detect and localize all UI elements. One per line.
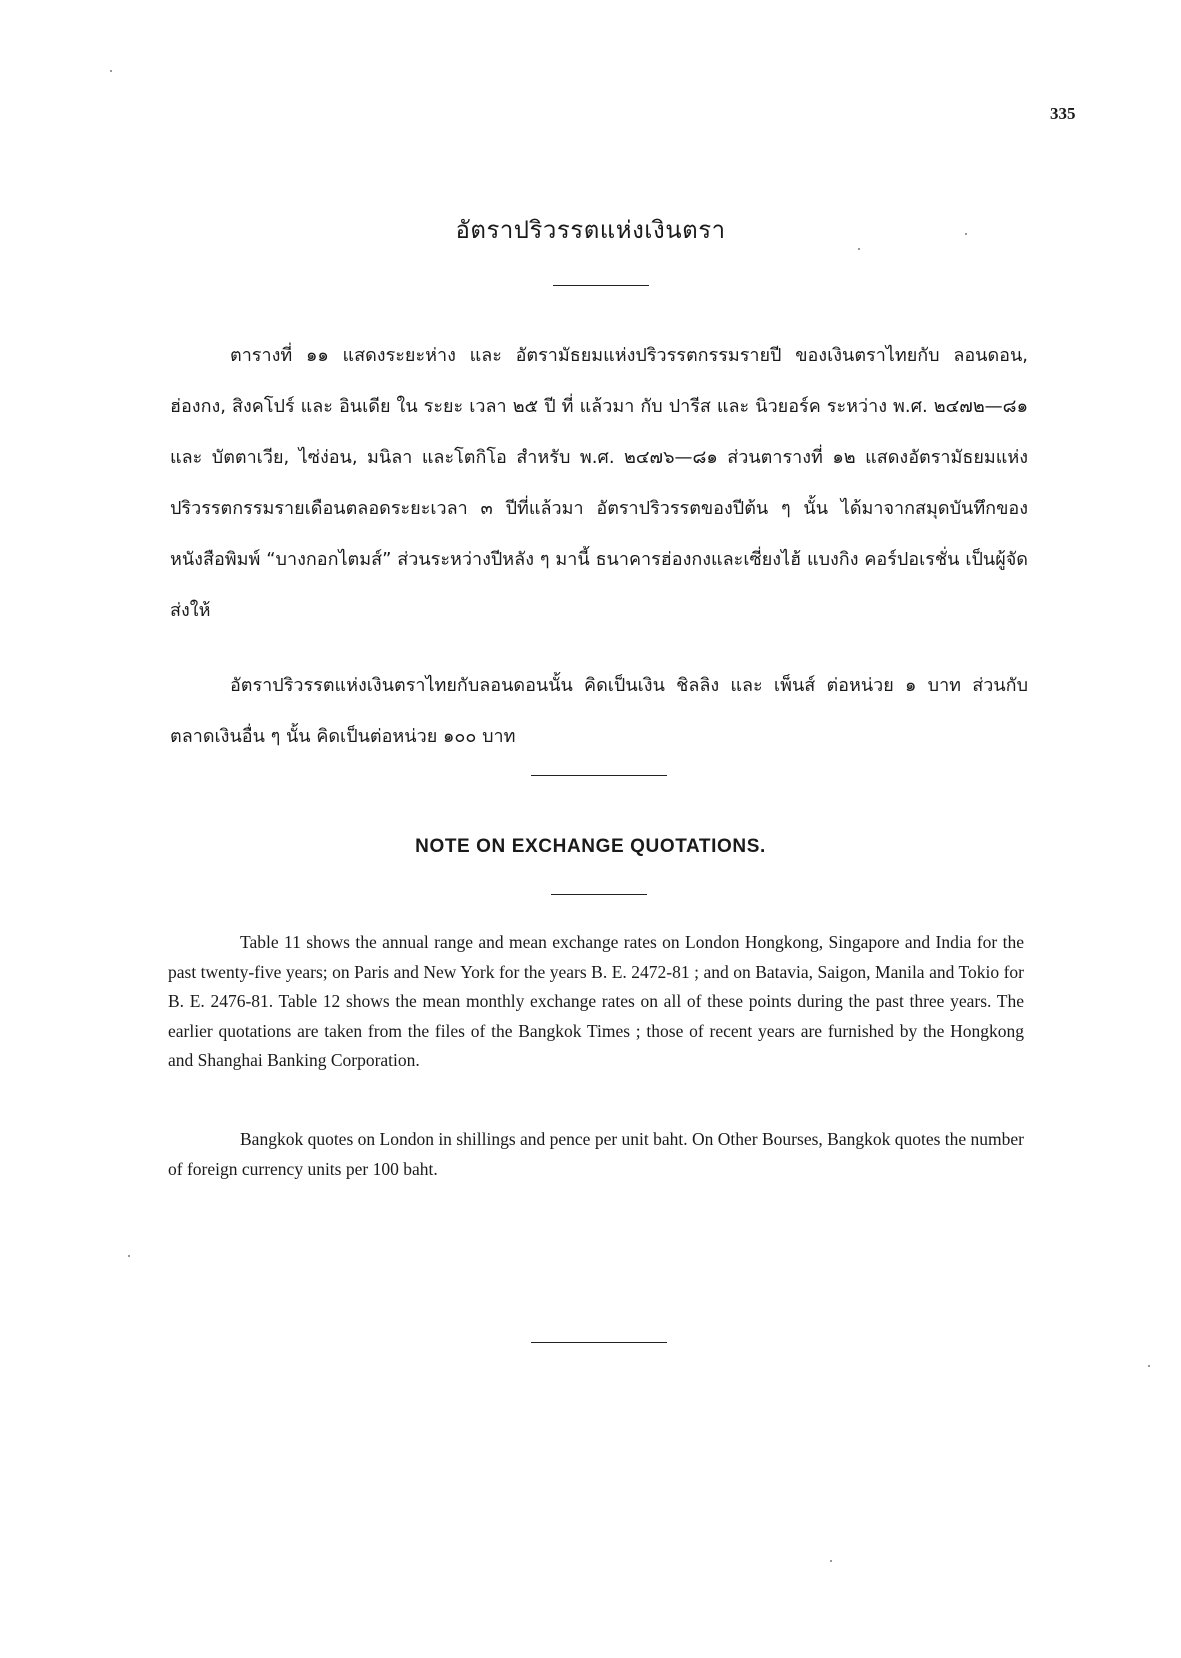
english-heading: NOTE ON EXCHANGE QUOTATIONS. — [415, 836, 766, 857]
page-number: 335 — [1050, 104, 1076, 123]
heading-rule — [551, 894, 647, 895]
thai-paragraph-1: ตารางที่ ๑๑ แสดงระยะห่าง และ อัตรามัธยมแห่งปริวรรตกรรมรายปี ของเงินตราไทยกับ ลอนดอน, ฮ่องกง, สิงคโปร์ และ อินเดีย ใน ระยะ เวลา ๒๕ ปี ที่ แล้วมา กับ ปารีส และ นิวยอร์ค ระหว่าง พ.ศ. ๒๔๗๒—๘๑ และ บัตตาเวีย, ไซ่ง่อน, มนิลา และโตกิโอ สำหรับ พ.ศ. ๒๔๗๖—๘๑ ส่วนตารางที่ ๑๒ แสดงอัตรามัธยมแห่งปริวรรตกรรมรายเดือนตลอดระยะเวลา ๓ ปีที่แล้วมา อัตราปริวรรตของปีต้น ๆ นั้น ได้มาจากสมุดบันทึกของหนังสือพิมพ์ “บางกอกไตมส์” ส่วนระหว่างปีหลัง ๆ มานี้ ธนาคารฮ่องกงและเซี่ยงไฮ้ แบงกิง คอร์ปอเรชั่น เป็นผู้จัดส่งให้ — [170, 345, 1028, 621]
scan-speck — [110, 70, 112, 72]
title-rule — [553, 285, 649, 286]
thai-title: อัตราปริวรรตแห่งเงินตรา — [455, 216, 726, 244]
scan-speck — [1148, 1365, 1150, 1367]
scan-speck — [858, 248, 860, 250]
english-paragraph-1: Table 11 shows the annual range and mean exchange rates on London Hongkong, Singapore and India for the past twenty-five years; on Paris and New York for the years B. E. 2472-81 ; and on Batavia, Saigon, Manila and Tokio for B. E. 2476-81. Table 12 shows the mean monthly exchange rates on all of these points during the past three years. The earlier quotations are taken from the files of the Bangkok Times ; those of recent years are furnished by the Hongkong and Shanghai Banking Corporation. — [168, 932, 1024, 1070]
section-divider — [531, 775, 667, 776]
english-paragraph-2: Bangkok quotes on London in shillings and pence per unit baht. On Other Bourses, Bangkok quotes the number of foreign currency units per 100 baht. — [168, 1129, 1024, 1179]
scan-speck — [965, 233, 967, 235]
scan-speck — [830, 1560, 832, 1562]
scan-speck — [128, 1255, 130, 1257]
thai-paragraph-2: อัตราปริวรรตแห่งเงินตราไทยกับลอนดอนนั้น คิดเป็นเงิน ชิลลิง และ เพ็นส์ ต่อหน่วย ๑ บาท ส่วนกับตลาดเงินอื่น ๆ นั้น คิดเป็นต่อหน่วย ๑๐๐ บาท — [170, 675, 1028, 747]
end-rule — [531, 1342, 667, 1343]
